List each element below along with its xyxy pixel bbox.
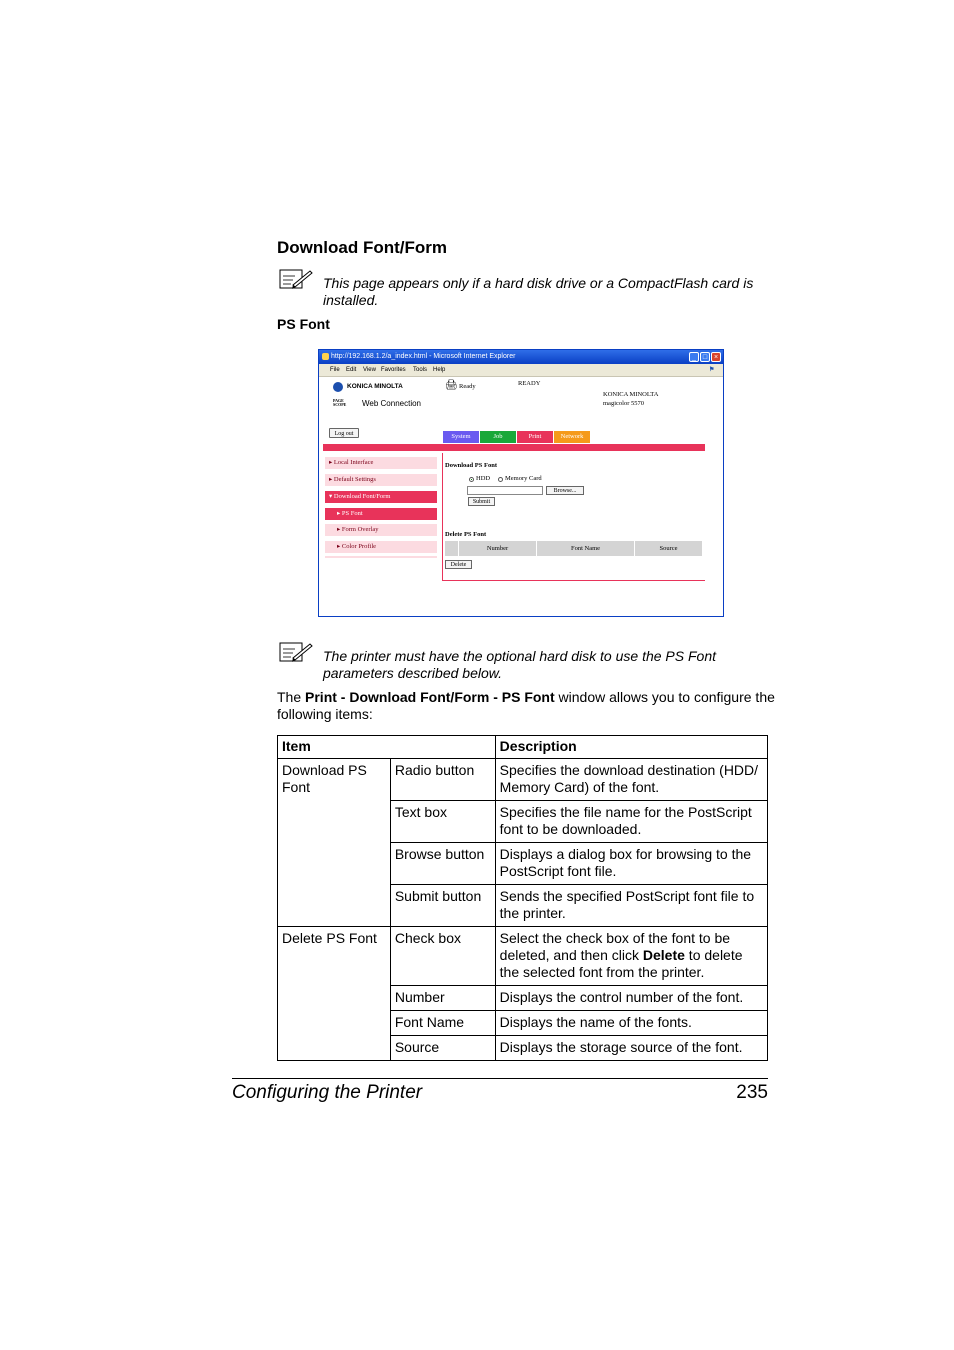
- item-cell: Radio button: [390, 759, 495, 801]
- ie-icon: [322, 353, 329, 360]
- description-cell: Displays the storage source of the font.: [495, 1036, 767, 1061]
- item-cell: Submit button: [390, 885, 495, 927]
- description-cell: Displays the name of the fonts.: [495, 1011, 767, 1036]
- note-text: This page appears only if a hard disk drive or a CompactFlash card is installed.: [323, 275, 754, 308]
- sidebar-divider: [325, 556, 437, 558]
- note-pencil-icon: [279, 641, 313, 663]
- sidebar-item-download-font-form[interactable]: ▾ Download Font/Form: [325, 491, 437, 503]
- menu-favorites[interactable]: Favorites: [381, 367, 406, 373]
- delete-button[interactable]: Delete: [445, 560, 472, 569]
- maximize-icon[interactable]: □: [700, 352, 710, 362]
- status-label: Ready: [459, 383, 476, 390]
- description-cell: Select the check box of the font to be deleted, and then click Delete to delete the selected font from the printer.: [495, 927, 767, 986]
- subheading: PS Font: [277, 316, 330, 332]
- header-description: Description: [495, 736, 767, 759]
- menu-edit[interactable]: Edit: [346, 367, 357, 373]
- description-cell: Displays a dialog box for browsing to the PostScript font file.: [495, 843, 767, 885]
- printer-icon: 🖨: [445, 380, 458, 391]
- status-value: READY: [518, 380, 541, 387]
- device-vendor: KONICA MINOLTA: [603, 391, 659, 398]
- column-header-number: Number: [459, 541, 537, 556]
- intro-paragraph: The Print - Download Font/Form - PS Font window allows you to configure the following items:: [277, 689, 775, 722]
- sidebar-item-ps-font[interactable]: ▸ PS Font: [325, 508, 437, 520]
- footer-chapter-title: Configuring the Printer: [232, 1082, 423, 1103]
- description-cell: Sends the specified PostScript font file to the printer.: [495, 885, 767, 927]
- description-cell: Displays the control number of the font.: [495, 986, 767, 1011]
- window-titlebar: [319, 350, 723, 364]
- tab-print[interactable]: Print: [517, 431, 553, 443]
- hdd-label: HDD: [476, 475, 491, 482]
- font-file-input[interactable]: [467, 486, 543, 495]
- device-model: magicolor 5570: [603, 400, 644, 407]
- window-title: http://192.168.1.2/a_index.html - Microsoft Internet Explorer: [331, 353, 516, 360]
- item-cell: Check box: [390, 927, 495, 986]
- logout-button[interactable]: Log out: [329, 428, 359, 438]
- section-title: Download Font/Form: [277, 238, 447, 257]
- group-download-ps-font: Download PS Font: [278, 759, 391, 927]
- konica-minolta-logo-icon: [333, 382, 343, 392]
- column-header-font-name: Font Name: [537, 541, 635, 556]
- table-row: [278, 927, 768, 986]
- memory-card-radio[interactable]: [498, 477, 503, 482]
- pagescope-logo: PAGE SCOPE: [333, 398, 347, 407]
- browse-button[interactable]: Browse...: [546, 486, 584, 495]
- description-cell: Specifies the file name for the PostScript font to be downloaded.: [495, 801, 767, 843]
- tab-system[interactable]: System: [443, 431, 479, 443]
- table-header-row: [278, 736, 768, 759]
- brand-name: KONICA MINOLTA: [347, 383, 403, 390]
- windows-flag-icon: ⚑: [709, 367, 715, 373]
- download-heading: Download PS Font: [445, 462, 498, 469]
- close-icon[interactable]: ×: [711, 352, 721, 362]
- tab-job[interactable]: Job: [480, 431, 516, 443]
- submit-button[interactable]: Submit: [468, 497, 495, 506]
- menu-tools[interactable]: Tools: [413, 367, 428, 373]
- item-cell: Font Name: [390, 1011, 495, 1036]
- tab-network[interactable]: Network: [554, 431, 590, 443]
- browser-screenshot: [318, 349, 724, 617]
- item-cell: Number: [390, 986, 495, 1011]
- content-divider: [442, 453, 443, 581]
- menu-file[interactable]: File: [330, 367, 340, 373]
- minimize-icon[interactable]: _: [689, 352, 699, 362]
- group-delete-ps-font: Delete PS Font: [278, 927, 391, 1061]
- header-item: Item: [278, 736, 496, 759]
- item-cell: Source: [390, 1036, 495, 1061]
- sidebar-item-color-profile[interactable]: ▸ Color Profile: [325, 541, 437, 553]
- items-table: [277, 735, 768, 1061]
- menu-view[interactable]: View: [363, 367, 376, 373]
- memory-card-label: Memory Card: [505, 475, 542, 482]
- sidebar-item-form-overlay[interactable]: ▸ Form Overlay: [325, 524, 437, 536]
- header-divider: [323, 444, 705, 451]
- column-header-source: Source: [635, 541, 703, 556]
- web-connection-label: Web Connection: [362, 399, 421, 408]
- menu-bar: [319, 364, 723, 377]
- item-cell: Text box: [390, 801, 495, 843]
- footer-rule: [232, 1078, 768, 1079]
- description-cell: Specifies the download destination (HDD/ Memory Card) of the font.: [495, 759, 767, 801]
- table-row: [278, 759, 768, 801]
- note-pencil-icon: [279, 268, 313, 290]
- sidebar-item-default-settings[interactable]: ▸ Default Settings: [325, 474, 437, 486]
- select-column-header: [445, 541, 459, 556]
- delete-heading: Delete PS Font: [445, 531, 487, 538]
- hdd-radio[interactable]: [469, 477, 474, 482]
- menu-help[interactable]: Help: [433, 367, 446, 373]
- note-text: The printer must have the optional hard disk to use the PS Font parameters described below.: [323, 648, 716, 681]
- page-number: 235: [736, 1082, 768, 1103]
- sidebar-item-local-interface[interactable]: ▸ Local Interface: [325, 457, 437, 469]
- item-cell: Browse button: [390, 843, 495, 885]
- content-bottom-rule: [443, 580, 705, 581]
